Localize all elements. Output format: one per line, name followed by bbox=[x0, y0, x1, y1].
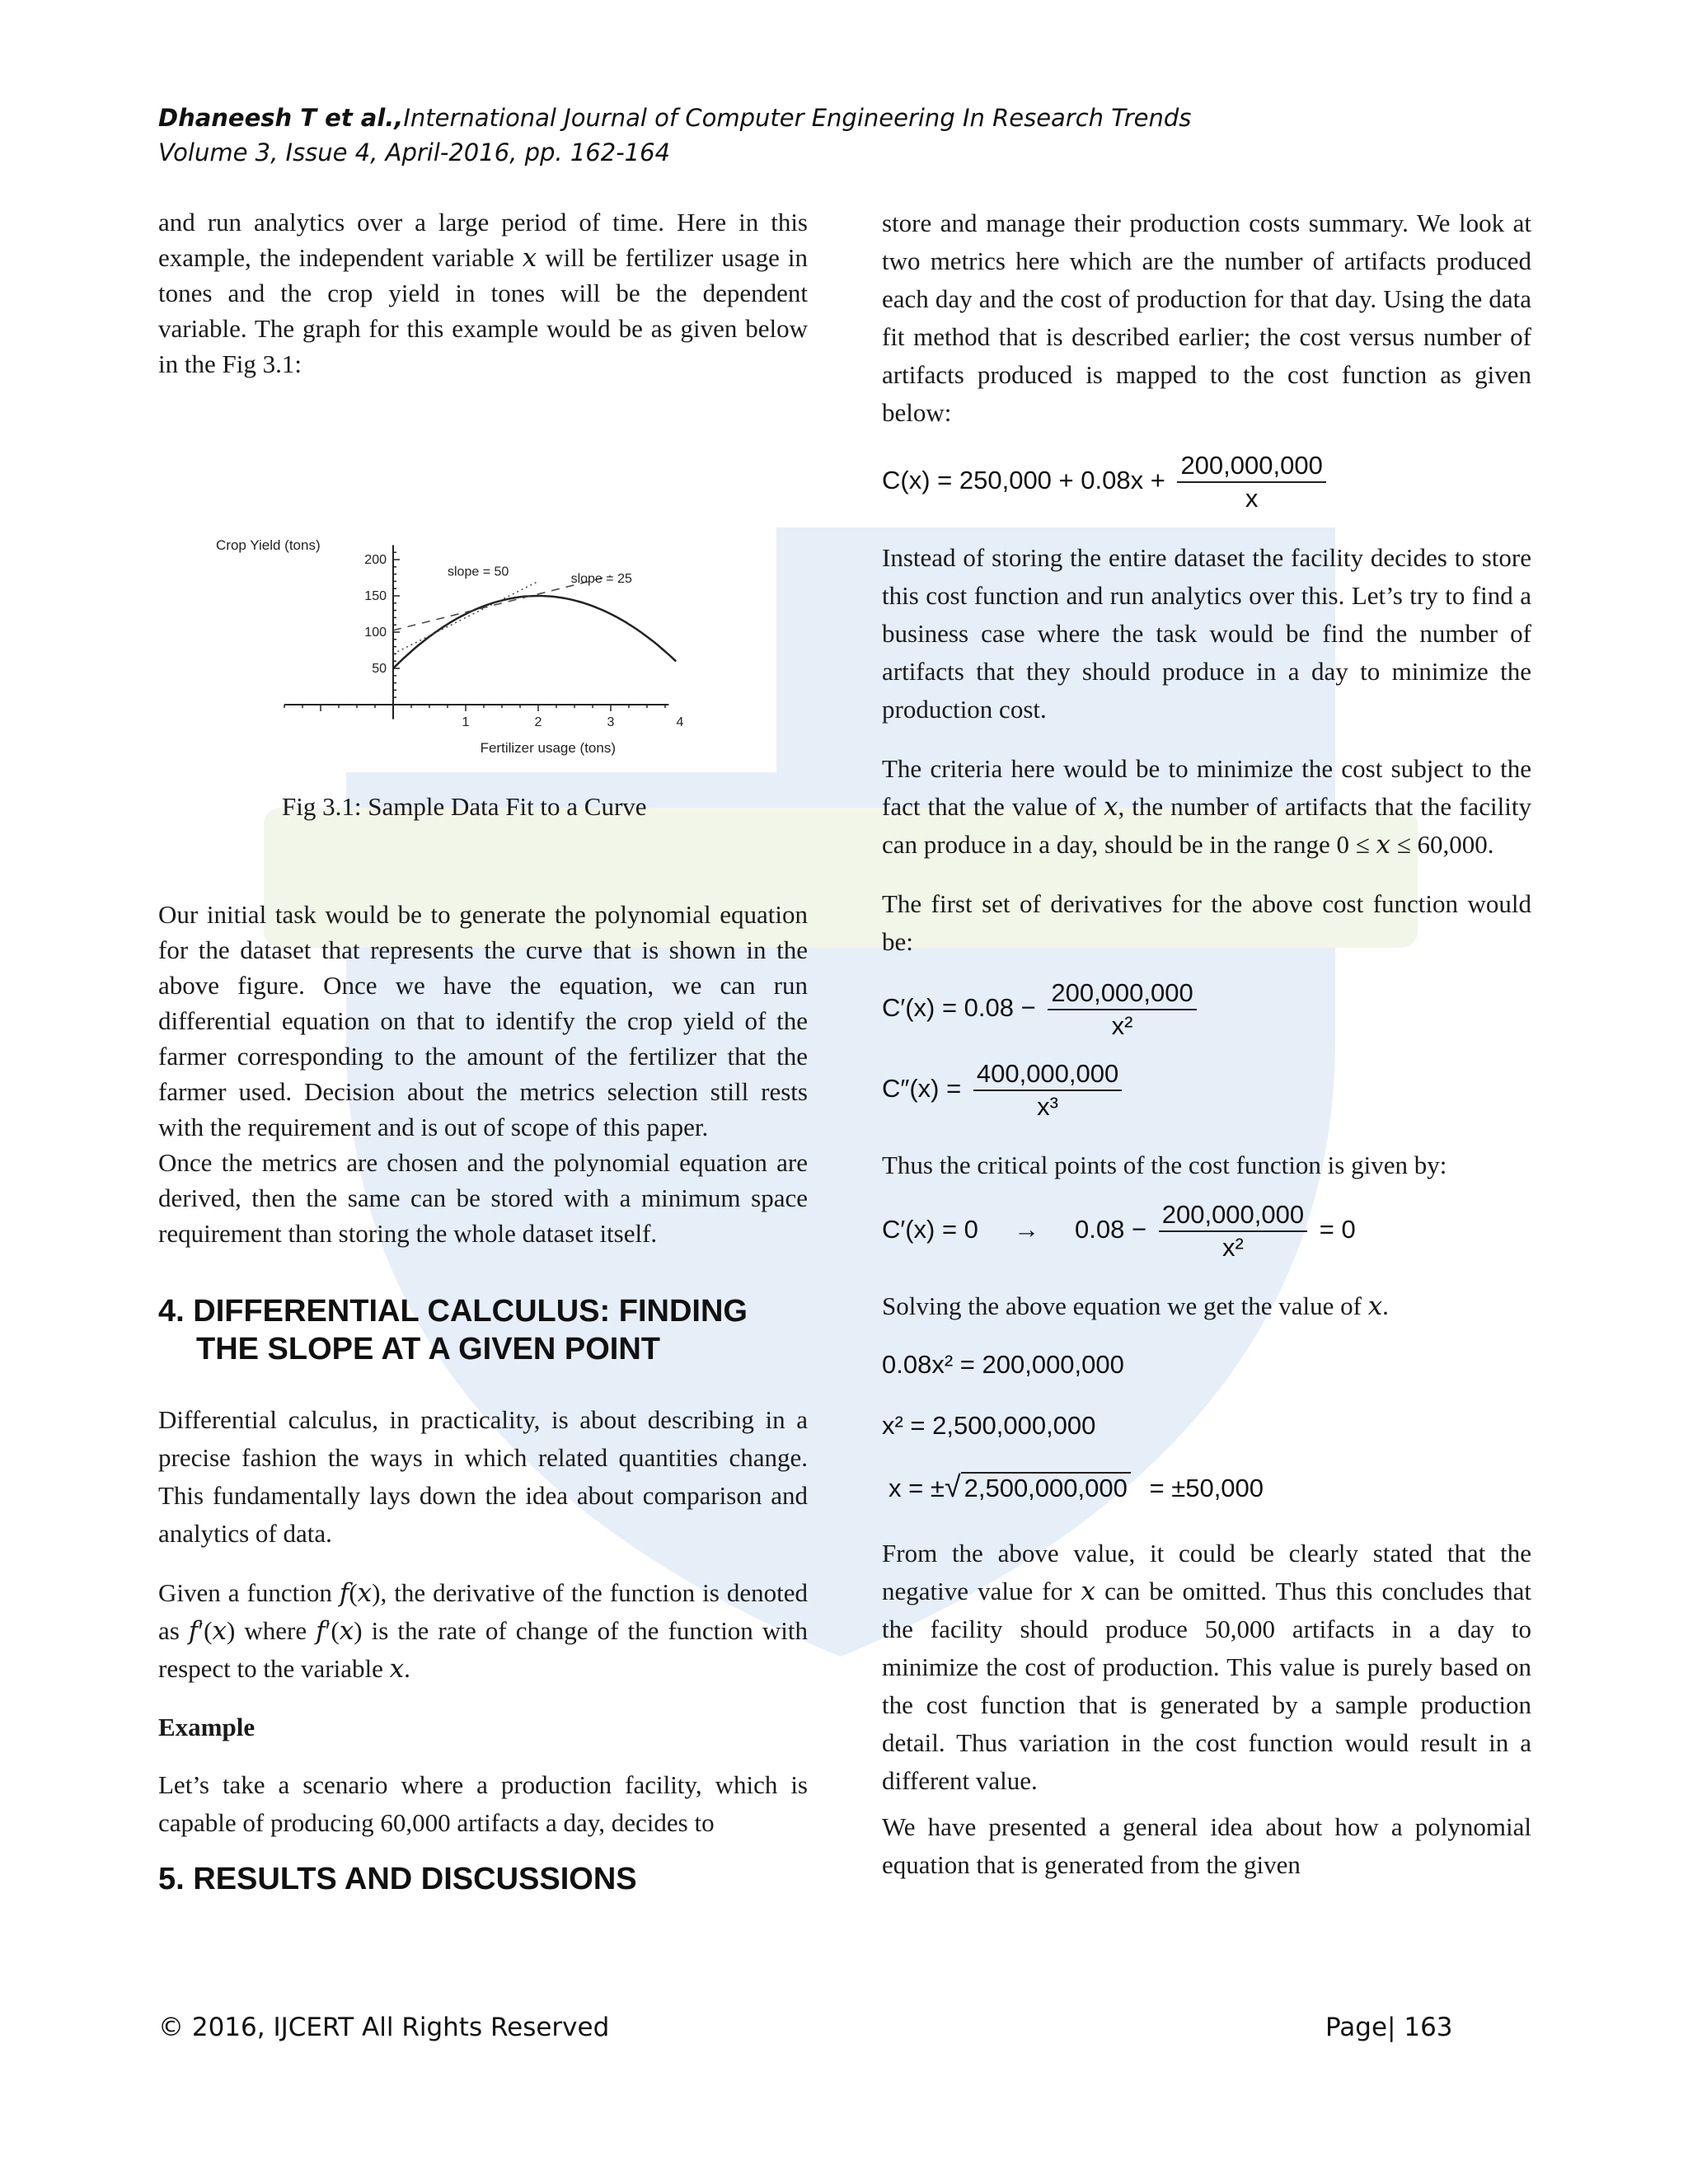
example-label: Example bbox=[158, 1713, 256, 1741]
left-column bbox=[158, 204, 808, 1898]
equation-cost-denominator: x bbox=[1245, 484, 1259, 513]
x-tick-label: 2 bbox=[534, 715, 542, 729]
equation-s3-lhs: x = ± bbox=[889, 1474, 945, 1502]
figure-caption: Fig 3.1: Sample Data Fit to a Curve bbox=[282, 792, 647, 821]
left-paragraph-4: Given a function 𝑓(𝑥), the derivative of the function is denoted as 𝑓′(𝑥) where 𝑓′(𝑥) is the rate of change of the function with respect to the variable 𝑥. bbox=[158, 1578, 808, 1683]
equation-d1-numerator: 200,000,000 bbox=[1048, 977, 1196, 1010]
right-column bbox=[882, 204, 1531, 1884]
right-paragraph-8: We have presented a general idea about how a polynomial equation that is generated from the given bbox=[882, 1812, 1531, 1879]
equation-d1-denominator: x² bbox=[1111, 1011, 1133, 1040]
equation-d2-fraction bbox=[973, 1058, 1122, 1122]
right-paragraph-6: Solving the above equation we get the value of 𝑥. bbox=[882, 1291, 1389, 1320]
y-axis-label: Crop Yield (tons) bbox=[216, 537, 321, 553]
right-paragraph-1: store and manage their production costs summary. We look at two metrics here which are the number of artifacts produced each day and the cost of production for that day. Using the data fit method that is described earlier; the cost versus number of artifacts produced is mapped to the cost function as given below: bbox=[882, 209, 1531, 427]
y-tick-label: 100 bbox=[364, 626, 387, 640]
y-tick-label: 50 bbox=[372, 662, 387, 676]
equation-critical-numerator: 200,000,000 bbox=[1159, 1199, 1307, 1232]
equation-s3-rhs: = ±50,000 bbox=[1149, 1474, 1264, 1502]
figure-3-1 bbox=[216, 393, 776, 772]
section-4-heading-line1: 4. DIFFERENTIAL CALCULUS: FINDING bbox=[158, 1294, 748, 1329]
equation-second-derivative bbox=[882, 1058, 1531, 1122]
tangent-label: slope = 25 bbox=[570, 572, 632, 587]
equation-critical-denominator: x² bbox=[1222, 1233, 1244, 1262]
x-tick-label: 3 bbox=[607, 715, 615, 729]
chart-background bbox=[216, 393, 776, 772]
header-journal: International Journal of Computer Engineering In Research Trends bbox=[403, 104, 1192, 132]
x-tick-label: 4 bbox=[676, 715, 684, 729]
header-authors: Dhaneesh T et al., bbox=[158, 104, 404, 132]
right-paragraph-3: The criteria here would be to minimize the cost subject to the fact that the value of 𝑥, the number of artifacts that the facility can produce in a day, should be in the range 0 ≤ 𝑥 ≤ 60,000. bbox=[882, 754, 1531, 859]
left-paragraph-2: Once the metrics are chosen and the polynomial equation are derived, then the same can be stored with a minimum space requirement than storing the whole dataset itself. bbox=[158, 1148, 808, 1248]
equation-d2-denominator: x³ bbox=[1037, 1092, 1058, 1121]
equation-d2-lhs: C″(x) = bbox=[882, 1074, 962, 1104]
equation-cost-lhs: C(x) = 250,000 + 0.08x + bbox=[882, 466, 1165, 495]
section-4-heading bbox=[158, 1292, 808, 1368]
equation-d1-lhs: C′(x) = 0.08 − bbox=[882, 993, 1036, 1023]
left-paragraph-3: Differential calculus, in practicality, is about describing in a precise fashion the ways in which related quantities change. This fundamentally lays down the idea about comparison and analytics of data. bbox=[158, 1405, 808, 1548]
footer-copyright: © 2016, IJCERT All Rights Reserved bbox=[158, 2013, 610, 2042]
equation-d2-numerator: 400,000,000 bbox=[973, 1058, 1122, 1091]
equation-critical-rhs: = 0 bbox=[1319, 1215, 1356, 1244]
left-intro-paragraph: and run analytics over a large period of time. Here in this example, the independent variable 𝑥 will be fertilizer usage in tones and the crop yield in tones will be the dependent variable. The graph for this example would be as given below in the Fig 3.1: bbox=[158, 208, 808, 378]
section-4-heading-line2: THE SLOPE AT A GIVEN POINT bbox=[196, 1332, 661, 1366]
section-5-heading: 5. RESULTS AND DISCUSSIONS bbox=[158, 1862, 637, 1896]
equation-solve-step-2: x² = 2,500,000,000 bbox=[882, 1411, 1096, 1440]
footer-page-number: Page| 163 bbox=[1325, 2013, 1453, 2042]
y-tick-label: 200 bbox=[364, 553, 387, 567]
left-paragraph-5: Let’s take a scenario where a production facility, which is capable of producing 60,000 artifacts a day, decides to bbox=[158, 1770, 808, 1837]
equation-critical-fraction bbox=[1159, 1199, 1307, 1263]
equation-first-derivative bbox=[882, 977, 1531, 1042]
y-tick-label: 150 bbox=[364, 589, 387, 603]
right-paragraph-7: From the above value, it could be clearly stated that the negative value for 𝑥 can be omitted. Thus this concludes that the facility should produce 50,000 artifacts in a day to minimize the cost of production. This value is purely based on the cost function that is generated by a sample production detail. Thus variation in the cost function would result in a different value. bbox=[882, 1539, 1531, 1795]
tangent-label: slope = 50 bbox=[448, 565, 509, 579]
running-header bbox=[158, 101, 1559, 170]
equation-cost-fraction bbox=[1177, 450, 1325, 514]
equation-d1-fraction bbox=[1048, 977, 1196, 1042]
right-paragraph-4: The first set of derivatives for the above cost function would be: bbox=[882, 889, 1531, 956]
equation-critical-points bbox=[882, 1199, 1531, 1263]
header-volume: Volume 3, Issue 4, April-2016, pp. 162-164 bbox=[158, 138, 671, 166]
left-paragraph-1: Our initial task would be to generate the polynomial equation for the dataset that represents the curve that is shown in the above figure. Once we have the equation, we can run differential equation on that to identify the crop yield of the farmer corresponding to the amount of the fertilizer that the farmer used. Decision about the metrics selection still rests with the requirement and is out of scope of this paper. bbox=[158, 900, 808, 1141]
x-axis-label: Fertilizer usage (tons) bbox=[480, 740, 616, 756]
equation-solve-step-3: x = ±√ 2,500,000,000 = ±50,000 bbox=[889, 1469, 1264, 1503]
equation-cost-function bbox=[882, 450, 1531, 514]
x-tick-label: 1 bbox=[462, 715, 470, 729]
crop-yield-chart bbox=[216, 393, 776, 772]
equation-cost-numerator: 200,000,000 bbox=[1177, 450, 1325, 483]
equation-s3-radicand: 2,500,000,000 bbox=[961, 1472, 1131, 1502]
equation-solve-step-1: 0.08x² = 200,000,000 bbox=[882, 1350, 1124, 1379]
right-paragraph-5: Thus the critical points of the cost function is given by: bbox=[882, 1151, 1447, 1179]
equation-critical-lhs: C′(x) = 0 → 0.08 − bbox=[882, 1215, 1147, 1244]
right-paragraph-2: Instead of storing the entire dataset the facility decides to store this cost function and run analytics over this. Let’s try to find a business case where the task would be find the number of artifacts that they should produce in a day to minimize the production cost. bbox=[882, 543, 1531, 724]
